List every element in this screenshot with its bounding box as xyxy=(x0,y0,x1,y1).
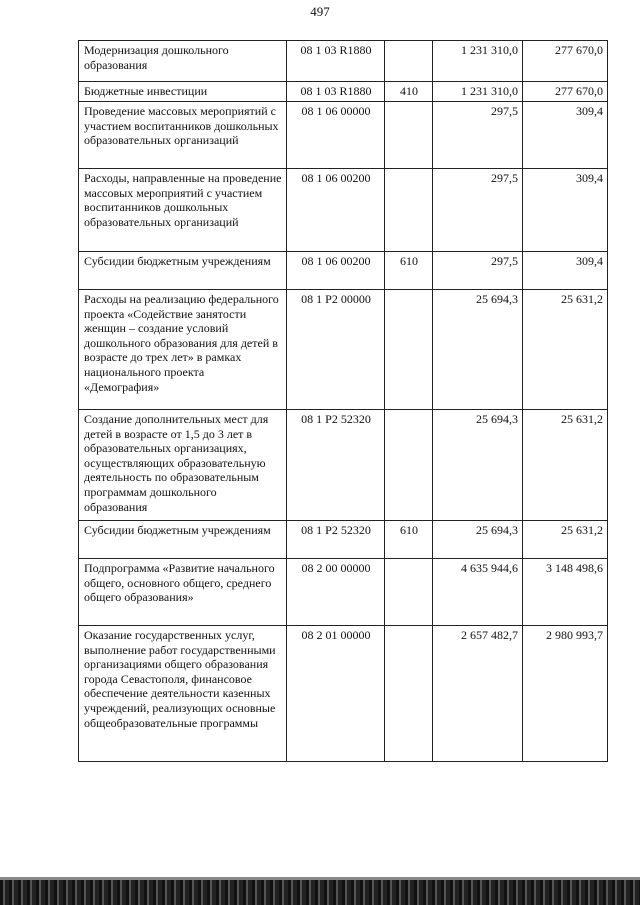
amount-year1-cell: 297,5 xyxy=(433,252,523,290)
amount-year2-cell: 277 670,0 xyxy=(523,82,608,102)
expense-type-cell xyxy=(385,102,433,169)
amount-year2-cell: 2 980 993,7 xyxy=(523,626,608,762)
expense-name-cell: Проведение массовых мероприятий с участием воспитанников дошкольных образовательных организаций xyxy=(79,102,287,169)
target-code-cell: 08 2 01 00000 xyxy=(287,626,385,762)
expense-name-cell: Субсидии бюджетным учреждениям xyxy=(79,252,287,290)
table-row xyxy=(79,82,608,102)
page-number: 497 xyxy=(310,4,330,19)
scan-edge xyxy=(0,880,640,905)
amount-year1-cell: 1 231 310,0 xyxy=(433,41,523,82)
expense-type-cell xyxy=(385,626,433,762)
budget-table-body xyxy=(79,41,608,762)
target-code-cell: 08 1 03 R1880 xyxy=(287,41,385,82)
target-code-cell: 08 1 06 00200 xyxy=(287,169,385,252)
expense-type-cell: 610 xyxy=(385,252,433,290)
table-row xyxy=(79,559,608,626)
table-row xyxy=(79,410,608,521)
amount-year2-cell: 3 148 498,6 xyxy=(523,559,608,626)
expense-name-cell: Субсидии бюджетным учреждениям xyxy=(79,521,287,559)
table-row xyxy=(79,169,608,252)
budget-table xyxy=(78,40,608,762)
table-row xyxy=(79,626,608,762)
amount-year1-cell: 2 657 482,7 xyxy=(433,626,523,762)
expense-name-cell: Расходы на реализацию федерального проекта «Содействие занятости женщин – создание условий дошкольного образования для детей в возрасте до трех лет» в рамках национального проекта «Демография» xyxy=(79,290,287,410)
expense-name-cell: Оказание государственных услуг, выполнение работ государственными организациями общего образования города Севастополя, финансовое обеспечение деятельности казенных учреждений, реализующих основные общеобразовательные программы xyxy=(79,626,287,762)
table-row xyxy=(79,102,608,169)
target-code-cell: 08 1 P2 52320 xyxy=(287,521,385,559)
amount-year2-cell: 309,4 xyxy=(523,169,608,252)
target-code-cell: 08 1 P2 52320 xyxy=(287,410,385,521)
target-code-cell: 08 1 03 R1880 xyxy=(287,82,385,102)
expense-type-cell: 610 xyxy=(385,521,433,559)
amount-year2-cell: 309,4 xyxy=(523,252,608,290)
amount-year1-cell: 25 694,3 xyxy=(433,290,523,410)
target-code-cell: 08 1 P2 00000 xyxy=(287,290,385,410)
amount-year2-cell: 25 631,2 xyxy=(523,410,608,521)
table-row xyxy=(79,290,608,410)
expense-name-cell: Подпрограмма «Развитие начального общего, основного общего, среднего общего образования» xyxy=(79,559,287,626)
amount-year1-cell: 25 694,3 xyxy=(433,410,523,521)
expense-type-cell xyxy=(385,169,433,252)
amount-year1-cell: 297,5 xyxy=(433,169,523,252)
amount-year1-cell: 1 231 310,0 xyxy=(433,82,523,102)
target-code-cell: 08 1 06 00000 xyxy=(287,102,385,169)
amount-year2-cell: 277 670,0 xyxy=(523,41,608,82)
expense-type-cell xyxy=(385,41,433,82)
table-row xyxy=(79,41,608,82)
expense-name-cell: Расходы, направленные на проведение массовых мероприятий с участием воспитанников дошкольных образовательных организаций xyxy=(79,169,287,252)
amount-year1-cell: 297,5 xyxy=(433,102,523,169)
expense-type-cell xyxy=(385,410,433,521)
expense-name-cell: Создание дополнительных мест для детей в возрасте от 1,5 до 3 лет в образовательных организациях, осуществляющих образовательную деятельность по образовательным программам дошкольного образования xyxy=(79,410,287,521)
amount-year1-cell: 4 635 944,6 xyxy=(433,559,523,626)
table-row xyxy=(79,252,608,290)
target-code-cell: 08 1 06 00200 xyxy=(287,252,385,290)
table-row xyxy=(79,521,608,559)
target-code-cell: 08 2 00 00000 xyxy=(287,559,385,626)
expense-type-cell xyxy=(385,290,433,410)
expense-type-cell xyxy=(385,559,433,626)
amount-year2-cell: 309,4 xyxy=(523,102,608,169)
expense-type-cell: 410 xyxy=(385,82,433,102)
amount-year2-cell: 25 631,2 xyxy=(523,290,608,410)
amount-year1-cell: 25 694,3 xyxy=(433,521,523,559)
expense-name-cell: Бюджетные инвестиции xyxy=(79,82,287,102)
expense-name-cell: Модернизация дошкольного образования xyxy=(79,41,287,82)
amount-year2-cell: 25 631,2 xyxy=(523,521,608,559)
